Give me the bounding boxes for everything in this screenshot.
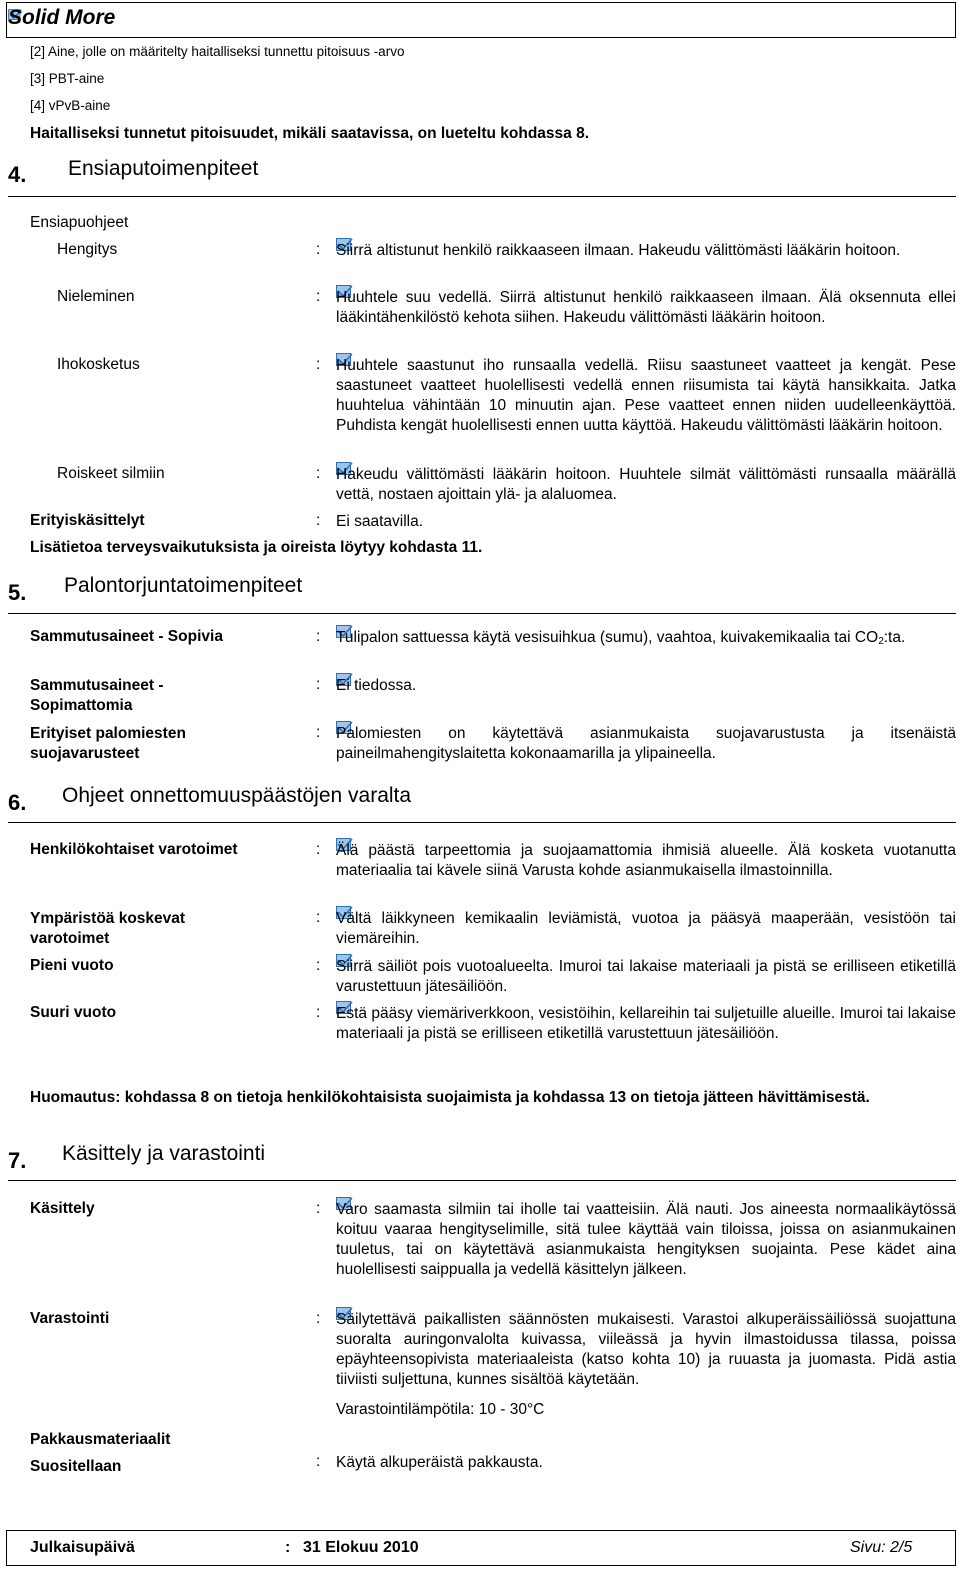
section-6-title: Ohjeet onnettomuuspäästöjen varalta — [62, 784, 412, 807]
colon: : — [316, 1453, 321, 1470]
nieleminen-text: Huuhtele suu vedellä. Siirrä altistunut henkilö raikkaaseen ilmaan. Älä oksennuta ellei lääkintähenkilöstö kehota siihen. Hakeudu välittömästi lääkärin hoitoon. — [336, 289, 956, 326]
section-5-rule — [8, 613, 956, 614]
colon: : — [316, 724, 321, 741]
nieleminen-label: Nieleminen — [57, 288, 135, 305]
colon: : — [316, 1310, 321, 1327]
colon: : — [316, 241, 321, 258]
section-4-rule — [8, 196, 956, 197]
first-aid-subheading: Ensiapuohjeet — [30, 214, 129, 231]
ihokosketus-label: Ihokosketus — [57, 356, 140, 373]
colon: : — [316, 512, 321, 529]
sopivia-text: Tulipalon sattuessa käytä vesisuihkua (sumu), vaahtoa, kuivakemikaalia tai $CO_2:ta$. — [336, 629, 906, 647]
huomautus-note: Huomautus: kohdassa 8 on tietoja henkilökohtaisista suojaimista ja kohdassa 13 on tietoja jätteen hävittämisestä. — [30, 1089, 870, 1106]
suojavarusteet-text: Palomiesten on käytettävä asianmukaista suojavarustusta ja itsenäistä paineilmahengityslaitetta kokonaamarilla ja ylipaineella. — [336, 725, 956, 762]
ymparisto-text: Vältä läikkyneen kemikaalin leviämistä, vuotoa ja pääsyä maaperään, vesistöön tai viemäreihin. — [336, 910, 956, 947]
suuri-label: Suuri vuoto — [30, 1004, 117, 1021]
pieni-text: Siirrä säiliöt pois vuotoalueelta. Imuroi tai lakaise materiaali ja pistä se erilliseen etiketillä varustettuun jätesäiliöön. — [336, 958, 956, 995]
pieni-label: Pieni vuoto — [30, 957, 114, 974]
pakkaus-text: Käytä alkuperäistä pakkausta. — [336, 1454, 543, 1471]
section-7-rule — [8, 1180, 956, 1181]
section-7-number: 7. — [8, 1148, 27, 1173]
hengitys-text: Siirrä altistunut henkilö raikkaaseen ilmaan. Hakeudu välittömästi lääkärin hoitoon. — [336, 242, 901, 259]
footer-page: Sivu: 2/5 — [850, 1539, 913, 1556]
colon: : — [316, 841, 321, 858]
hazard-note: Haitalliseksi tunnetut pitoisuudet, mikäli saatavissa, on lueteltu kohdassa 8. — [30, 125, 590, 142]
silmiin-text: Hakeudu välittömästi lääkärin hoitoon. Huuhtele silmät välittömästi runsaalla määrällä vettä, nostaen ajoittain ylä- ja alaluomea. — [336, 466, 956, 503]
hengitys-label: Hengitys — [57, 241, 118, 258]
pakkaus-label: Pakkausmateriaalit Suositellaan — [30, 1431, 171, 1475]
lisatietoa-note: Lisätietoa terveysvaikutuksista ja oireista löytyy kohdasta 11. — [30, 539, 483, 556]
section-6-rule — [8, 822, 956, 823]
suuri-text: Estä pääsy viemäriverkkoon, vesistöihin, kellareihin tai suljetuille alueille. Imuroi tai lakaise materiaali ja pistä se erilliseen etiketillä varustettuun jätesäiliöön. — [336, 1005, 956, 1042]
sopivia-label: Sammutusaineet - Sopivia — [30, 628, 223, 645]
varastointi-text: Säilytettävä paikallisten säännösten mukaisesti. Varastoi alkuperäissäiliössä suojattuna suoralta auringonvalolta kuivassa, viileässä ja hyvin ilmastoidussa tilassa, poissa epäyhteensopivista materiaaleista (katso kohta 10) ja ruuasta ja juomasta. Pidä astia tiiviisti suljettuna, kunnes sisältöä käytetään. — [336, 1311, 956, 1388]
note-4: [4] vPvB-aine — [30, 98, 111, 113]
silmiin-label: Roiskeet silmiin — [57, 465, 165, 482]
henk-text: Älä päästä tarpeettomia ja suojaamattomia ihmisiä alueelle. Älä kosketa vuotanutta materiaalia tai kävele siinä Varusta kohde asianmukaisella ilmastoinnilla. — [336, 842, 956, 879]
section-6-number: 6. — [8, 790, 27, 815]
erityis-text: Ei saatavilla. — [336, 513, 424, 530]
section-7-title: Käsittely ja varastointi — [62, 1142, 266, 1165]
colon: : — [316, 628, 321, 645]
section-4-title: Ensiaputoimenpiteet — [68, 157, 259, 180]
footer-date: 31 Elokuu 2010 — [303, 1539, 419, 1556]
note-2: [2] Aine, jolle on määritelty haitalliseksi tunnettu pitoisuus -arvo — [30, 44, 405, 59]
ihokosketus-text: Huuhtele saastunut iho runsaalla vedellä. Riisu saastuneet vaatteet ja kengät. Pese saastuneet vaatteet huolellisesti vedellä ennen riisumista tai käytä hansikkaita. Jatka huuhtelua vähintään 10 minuutin ajan. Pese vaatteet ennen niiden uudelleenkäyttöä. Puhdista kengät huolellisesti ennen uutta käyttöä. Hakeudu välittömästi lääkärin hoitoon. — [336, 357, 956, 434]
colon: : — [316, 1004, 321, 1021]
brand-name: Solid More — [8, 6, 116, 29]
ymparisto-label: Ympäristöä koskevat varotoimet — [30, 910, 186, 947]
colon: : — [316, 356, 321, 373]
colon: : — [316, 1200, 321, 1217]
footer-box — [6, 1530, 956, 1566]
henk-label: Henkilökohtaiset varotoimet — [30, 841, 238, 858]
varastointi-label: Varastointi — [30, 1310, 110, 1327]
colon: : — [316, 909, 321, 926]
colon: : — [316, 957, 321, 974]
note-3: [3] PBT-aine — [30, 71, 105, 86]
sopimattomia-label: Sammutusaineet - Sopimattomia — [30, 677, 164, 714]
section-4-number: 4. — [8, 162, 27, 187]
footer-colon: : — [285, 1539, 291, 1556]
erityis-label: Erityiskäsittelyt — [30, 512, 145, 529]
header-box — [6, 2, 956, 38]
colon: : — [316, 288, 321, 305]
kasittely-label: Käsittely — [30, 1200, 95, 1217]
sopimattomia-text: Ei tiedossa. — [336, 677, 417, 694]
footer-date-label: Julkaisupäivä — [30, 1539, 135, 1556]
kasittely-text: Varo saamasta silmiin tai iholle tai vaatteisiin. Älä nauti. Jos aineesta normaalikäytössä koituu vaaraa hengityselimille, sitä tulee käyttää vain tiloissa, joissa on asianmukainen tuuletus, tai on käytettävä asianmukaista hengityksen suojainta. Pese kädet aina huolellisesti saippualla ja vedellä käsittelyn jälkeen. — [336, 1201, 956, 1278]
section-5-number: 5. — [8, 580, 27, 605]
colon: : — [316, 676, 321, 693]
suojavarusteet-label: Erityiset palomiesten suojavarusteet — [30, 725, 186, 762]
section-5-title: Palontorjuntatoimenpiteet — [64, 574, 303, 597]
varastointi-temperature: Varastointilämpötila: 10 - 30°C — [336, 1401, 545, 1418]
colon: : — [316, 465, 321, 482]
